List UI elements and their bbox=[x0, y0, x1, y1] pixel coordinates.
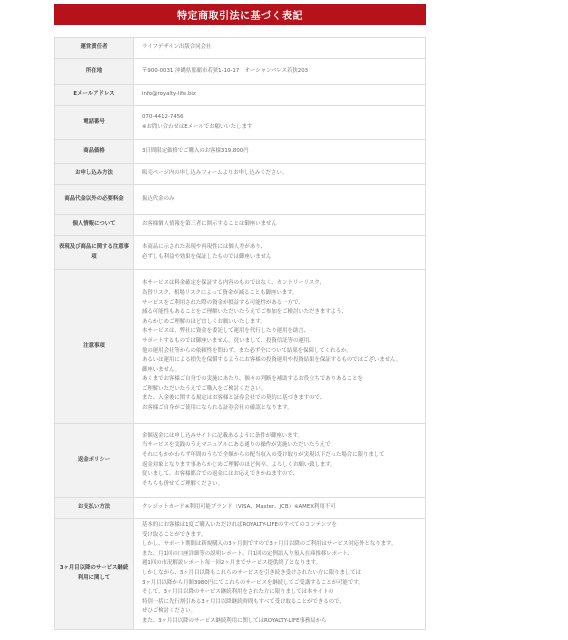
table-row bbox=[55, 106, 426, 140]
row-value: 3日間限定価格でご購入のお客様319,800円 bbox=[134, 140, 426, 164]
row-value: クレジットカード※利用可能ブランド（VISA、Master、JCB）※AMEX利用不可 bbox=[134, 498, 426, 519]
table-row bbox=[55, 215, 426, 236]
row-label: 3ヶ月目以降のサービス継続利用に関して bbox=[55, 519, 134, 630]
page-title-banner bbox=[54, 4, 426, 25]
table-row bbox=[55, 185, 426, 215]
table-row bbox=[55, 85, 426, 106]
row-value: 販売ページ内の申し込みフォームよりお申し込みください。 bbox=[134, 164, 426, 185]
row-label: 電話番号 bbox=[55, 106, 134, 140]
page-title: 特定商取引法に基づく表記 bbox=[177, 11, 303, 22]
table-row bbox=[55, 140, 426, 164]
row-value: 振込代金のみ bbox=[134, 185, 426, 215]
row-label: 返金ポリシー bbox=[55, 424, 134, 498]
row-value: ライフデザイン出版合同会社 bbox=[134, 38, 426, 59]
row-label: 表現及び商品に関する注意事項 bbox=[55, 236, 134, 270]
table-row bbox=[55, 270, 426, 424]
row-value: 本サービスは料金確定を保証する内容のものではなく、カントリーリスク、 為替リスク、相場リスクによって資金が減ることも御座います。 サービスをご利用された際の資金が損益する可能性がある一方で、 減る可能性もあることをご理解いただいたうえでご参加をご検討いただきますよう、 あらかじめご理解のほど宜しくお願いいたします。 本サービスは、弊社に資金を委託して運用を代行したり運用を助言、 サポートするものでは御座いません。従いまして、投資信託等の運用、 他の運用会社等からの依頼性を問わず、また必ず全について結果を保障してくれるか。 あるいは運用による損失を保償するようにお客様の投資運用や投資結果を保証するものではございません。 御座いません。 あくまでお客様ご自身での実施にあたり、個々の判断を補助するお役立ちでありあることを ご理解いただいたうえでご購入をご検討ください。 また、入金後に関する規定はお客様と証券会社での契約に基づきますので、 お客様ご自身がご使用になられる証券会社の確認となります。 bbox=[134, 270, 426, 424]
table-row bbox=[55, 38, 426, 59]
row-label: 運営責任者 bbox=[55, 38, 134, 59]
row-value: info@royalty-life.biz bbox=[134, 85, 426, 106]
table-row bbox=[55, 424, 426, 498]
table-row bbox=[55, 498, 426, 519]
row-label: Eメールアドレス bbox=[55, 85, 134, 106]
row-label: 所在地 bbox=[55, 59, 134, 85]
table-row bbox=[55, 59, 426, 85]
row-value: 070-4412-7456 ※お問い合わせはEメールでお願いいたします bbox=[134, 106, 426, 140]
row-value: 基本的にお客様は1度ご購入いただければROYALTY-LIFEのすべてのコンテンツを 受け取ることができます。 しかし、サポート期間は新規購入の3ヶ月間ですので3ヶ月目以降のご利用はサービス対応外となります。 また、月1回の口座詳細等の説明レポート、月1回の定例語入り預入在庫推移レポート、 週1回の市況解説レポート毎一回2ヶ月までサービス提供終了となります。 しかしながら、3ヶ月目以降もこれらのサービスを引き続き受けされたい方に限りましては 3ヶ月目以降から月額3980円にてこれらのサービスを継続してご受講することが可能です。 そして、3ヶ月目以降のサービス継続利用をされた方に限りましては本サイトの 特別一括に先行割引ある3ヶ月目以降継続時間もすべて受け取ることができるので、 ぜひご検討ください。 また、3ヶ月目以降のサービス継続利用に関してはROYALTY-LIFE事務局から bbox=[134, 519, 426, 630]
table-row bbox=[55, 236, 426, 270]
row-label: 注意事項 bbox=[55, 270, 134, 424]
row-value: 〒900-0031 沖縄県那覇市若狭1-10-17 オーシャンパレス若狭203 bbox=[134, 59, 426, 85]
row-value: お客様個人情報を第三者に開示することは御座いません bbox=[134, 215, 426, 236]
row-value: 本商品に示された表現や再現性には個人差があり、 必ずしも利益や効果を保証したものでは御座いません bbox=[134, 236, 426, 270]
table-row bbox=[55, 164, 426, 185]
row-label: お支払い方法 bbox=[55, 498, 134, 519]
row-value: 金額返金には申し込みサイトに記載あるように条件が御座います。 当サービスを実践のうえマニュアルにある通りの操作が実施いただいたうえで それにもかかわらず年間のうちで全額からの配当収入の受け取りが実現以下だった場合に限りまして 返金対象となります事あらかじめご理解のほど何卒、よろしくお願い致します。 従いまして、お客様都合での返金にはお応えできかねますので、 そちらも併せてご理解ください。 bbox=[134, 424, 426, 498]
row-label: 商品代金以外の必要料金 bbox=[55, 185, 134, 215]
legal-notice-table bbox=[54, 37, 426, 630]
row-label: 個人情報について bbox=[55, 215, 134, 236]
table-row bbox=[55, 519, 426, 630]
row-label: 商品価格 bbox=[55, 140, 134, 164]
row-label: お申し込み方法 bbox=[55, 164, 134, 185]
